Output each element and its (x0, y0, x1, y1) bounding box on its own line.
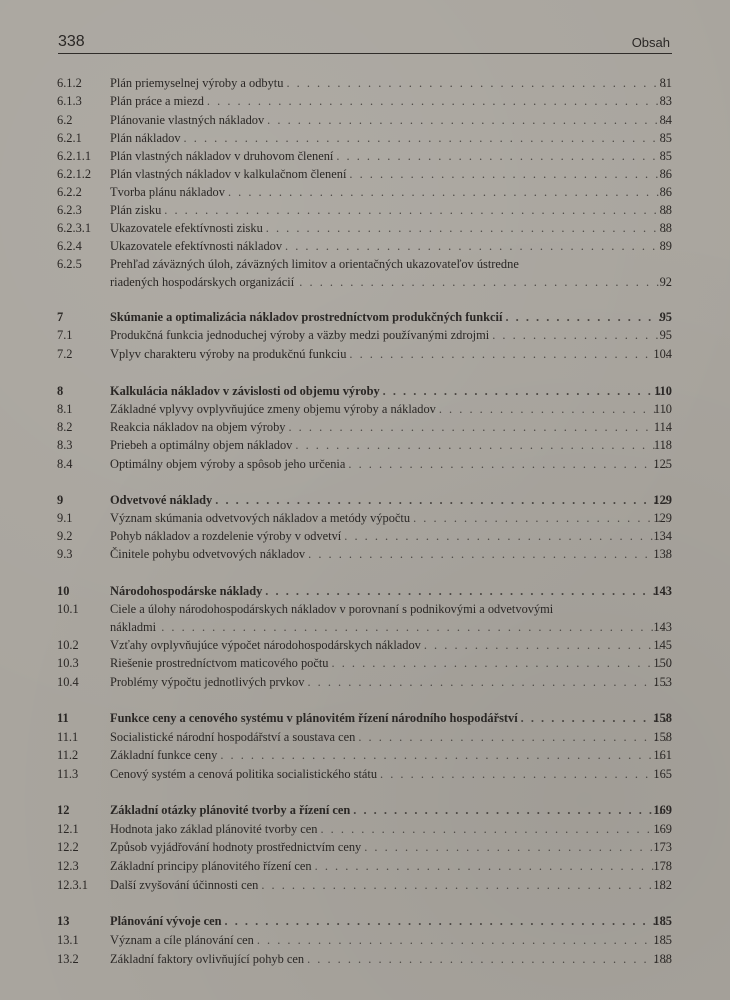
entry-number: 12.3 (57, 859, 79, 873)
entry-title-text: Další zvyšování účinnosti cen (110, 878, 259, 892)
entry-title-text: Činitele pohybu odvetvových nákladov (110, 547, 306, 561)
entry-page-number: 188 (653, 952, 672, 966)
toc-chapter-entry (0, 382, 730, 400)
entry-number: 6.2.5 (57, 257, 82, 271)
entry-page-number: 95 (659, 328, 672, 342)
entry-number: 9.3 (57, 547, 73, 561)
entry-title (110, 582, 670, 600)
entry-number: 10 (57, 584, 70, 598)
entry-title-line1: Ciele a úlohy národohospodárskych nákladov v porovnaní s podnikovými a odvetvovými (110, 602, 554, 616)
entry-title (110, 654, 670, 672)
entry-number: 6.2.3.1 (57, 221, 92, 235)
entry-number: 8.2 (57, 420, 73, 434)
entry-title (110, 746, 670, 764)
entry-page-number: 114 (653, 420, 672, 434)
toc-entry (0, 746, 730, 764)
entry-title (110, 491, 670, 509)
entry-title (110, 418, 670, 436)
toc-entry (0, 765, 730, 783)
entry-number: 6.2.4 (57, 239, 82, 253)
toc-entry (0, 255, 730, 289)
entry-title-text: Základní funkce ceny (110, 748, 218, 762)
entry-page-number: 125 (653, 457, 672, 471)
entry-page-number: 104 (653, 347, 672, 361)
entry-title-text: Priebeh a optimálny objem nákladov (110, 438, 293, 452)
entry-title (110, 912, 670, 930)
toc-chapter-entry (0, 709, 730, 727)
entry-title-text: Plán práce a miezd (110, 94, 204, 108)
entry-title-text: Riešenie prostredníctvom maticového počtu (110, 656, 329, 670)
entry-page-number: 85 (659, 149, 672, 163)
entry-title-text: Kalkulácia nákladov v závislosti od objemu výroby (110, 384, 380, 398)
entry-page-number: 165 (653, 767, 672, 781)
entry-number: 6.2.1.2 (57, 167, 92, 181)
toc-entry (0, 509, 730, 527)
entry-page-number: 86 (659, 167, 672, 181)
entry-title-text: Socialistické národní hospodářství a soustava cen (110, 730, 356, 744)
toc-entry (0, 74, 730, 92)
entry-page-number: 110 (654, 384, 672, 398)
running-title: Obsah (631, 35, 670, 50)
entry-page-number: 143 (653, 584, 672, 598)
entry-page-number: 86 (659, 185, 672, 199)
entry-title-text: Způsob vyjádřování hodnoty prostřednictvím ceny (110, 840, 362, 854)
entry-number: 7.1 (57, 328, 73, 342)
entry-page-number: 118 (653, 438, 672, 452)
entry-title-text: Ukazovatele efektívnosti zisku (110, 221, 263, 235)
entry-title (110, 820, 670, 838)
entry-page-number: 150 (653, 656, 672, 670)
toc-chapter-entry (0, 801, 730, 819)
entry-title (110, 600, 670, 636)
entry-title-text: Plán nákladov (110, 131, 181, 145)
toc-entry (0, 436, 730, 454)
entry-number: 10.2 (57, 638, 79, 652)
entry-title (110, 728, 670, 746)
entry-title-line2: nákladmi . . . (110, 618, 670, 636)
entry-title (110, 709, 670, 727)
entry-page-number: 182 (653, 878, 672, 892)
toc-entry (0, 455, 730, 473)
entry-title-text: Základní faktory ovlivňující pohyb cen (110, 952, 305, 966)
entry-title-text: Plán vlastných nákladov v druhovom členení (110, 149, 334, 163)
toc-entry (0, 129, 730, 147)
entry-title (110, 165, 670, 183)
toc-entry (0, 527, 730, 545)
entry-title-line1: Prehľad záväzných úloh, záväzných limitov a orientačných ukazovateľov ústredne (110, 257, 519, 271)
entry-title-text: Plánování vývoje cen (110, 914, 222, 928)
entry-page-number: 169 (653, 822, 672, 836)
entry-number: 10.1 (57, 602, 79, 616)
entry-page-number: 129 (653, 511, 672, 525)
entry-page-number: 83 (659, 94, 672, 108)
entry-number: 11.2 (57, 748, 79, 762)
toc-entry (0, 654, 730, 672)
entry-title-text: Pohyb nákladov a rozdelenie výroby v odvetví (110, 529, 342, 543)
entry-page-number: 134 (653, 529, 672, 543)
entry-title-text: Problémy výpočtu jednotlivých prvkov (110, 675, 305, 689)
entry-title (110, 950, 670, 968)
toc-entry (0, 165, 730, 183)
entry-page-number: 143 (653, 620, 672, 634)
entry-title-text: Ukazovatele efektívnosti nákladov (110, 239, 283, 253)
entry-title-text: Hodnota jako základ plánovité tvorby cen (110, 822, 318, 836)
entry-page-number: 81 (659, 76, 672, 90)
entry-page-number: 178 (653, 859, 672, 873)
entry-title (110, 436, 670, 454)
entry-title (110, 74, 670, 92)
toc-entry (0, 111, 730, 129)
entry-title-text: Základní principy plánovitého řízení cen (110, 859, 312, 873)
toc-entry (0, 545, 730, 563)
entry-page-number: 158 (653, 711, 672, 725)
entry-title (110, 92, 670, 110)
entry-number: 6.1.3 (57, 94, 82, 108)
entry-number: 12 (57, 803, 70, 817)
entry-number: 6.2.1 (57, 131, 82, 145)
toc-entry (0, 147, 730, 165)
entry-page-number: 85 (659, 131, 672, 145)
entry-number: 8.1 (57, 402, 73, 416)
entry-number: 9.2 (57, 529, 73, 543)
entry-title (110, 129, 670, 147)
entry-number: 8.4 (57, 457, 73, 471)
entry-page-number: 89 (659, 239, 672, 253)
entry-number: 9 (57, 493, 64, 507)
entry-title (110, 801, 670, 819)
toc-entry (0, 876, 730, 894)
entry-page-number: 153 (653, 675, 672, 689)
toc-entry (0, 219, 730, 237)
entry-number: 6.2.3 (57, 203, 82, 217)
entry-number: 11 (57, 711, 69, 725)
entry-title-text: Optimálny objem výroby a spôsob jeho určenia (110, 457, 346, 471)
entry-title (110, 931, 670, 949)
entry-title (110, 326, 670, 344)
entry-title-text: Plán zisku (110, 203, 162, 217)
entry-title (110, 345, 670, 363)
entry-title-text: Produkčná funkcia jednoduchej výroby a väzby medzi používanými zdrojmi (110, 328, 490, 342)
toc-entry (0, 857, 730, 875)
entry-title (110, 400, 670, 418)
entry-title-text: Národohospodárske náklady (110, 584, 263, 598)
entry-page-number: 158 (653, 730, 672, 744)
entry-title (110, 147, 670, 165)
entry-title (110, 382, 670, 400)
entry-number: 8.3 (57, 438, 73, 452)
entry-number: 7.2 (57, 347, 73, 361)
entry-title (110, 219, 670, 237)
entry-title-text: Základní otázky plánovité tvorby a řízení cen (110, 803, 351, 817)
toc-entry (0, 931, 730, 949)
toc-chapter-entry (0, 912, 730, 930)
entry-number: 8 (57, 384, 64, 398)
toc-chapter-entry (0, 308, 730, 326)
entry-page-number: 84 (659, 113, 672, 127)
entry-number: 6.2.1.1 (57, 149, 92, 163)
entry-page-number: 92 (659, 275, 672, 289)
entry-number: 12.1 (57, 822, 79, 836)
entry-number: 13 (57, 914, 70, 928)
entry-number: 10.4 (57, 675, 79, 689)
entry-page-number: 185 (653, 933, 672, 947)
toc-chapter-entry (0, 491, 730, 509)
toc-entry (0, 326, 730, 344)
toc-entry (0, 838, 730, 856)
entry-page-number: 88 (659, 221, 672, 235)
toc-entry (0, 183, 730, 201)
entry-number: 9.1 (57, 511, 73, 525)
entry-number: 13.2 (57, 952, 79, 966)
entry-number: 13.1 (57, 933, 79, 947)
entry-number: 6.2 (57, 113, 73, 127)
toc-chapter-entry (0, 582, 730, 600)
entry-title (110, 527, 670, 545)
entry-number: 6.1.2 (57, 76, 82, 90)
toc-entry (0, 820, 730, 838)
entry-title (110, 255, 670, 291)
entry-title-text: Základné vplyvy ovplyvňujúce zmeny objemu výroby a nákladov (110, 402, 436, 416)
page-header (58, 33, 672, 54)
toc-entry (0, 636, 730, 654)
toc-entry (0, 345, 730, 363)
entry-page-number: 88 (659, 203, 672, 217)
toc-entry (0, 673, 730, 691)
toc-entry (0, 201, 730, 219)
entry-title (110, 183, 670, 201)
entry-number: 11.3 (57, 767, 79, 781)
entry-title-text: Význam skúmania odvetvových nákladov a metódy výpočtu (110, 511, 411, 525)
entry-title-text: Cenový systém a cenová politika socialistického státu (110, 767, 378, 781)
entry-title (110, 765, 670, 783)
entry-page-number: 185 (653, 914, 672, 928)
entry-title-text: Plán priemyselnej výroby a odbytu (110, 76, 284, 90)
entry-page-number: 129 (653, 493, 672, 507)
entry-title-text: Skúmanie a optimalizácia nákladov prostredníctvom produkčných funkcií (110, 310, 503, 324)
entry-page-number: 95 (659, 310, 672, 324)
toc-entry (0, 728, 730, 746)
entry-number: 7 (57, 310, 64, 324)
toc-entry (0, 418, 730, 436)
entry-title-text: Reakcia nákladov na objem výroby (110, 420, 286, 434)
entry-page-number: 145 (653, 638, 672, 652)
entry-title (110, 111, 670, 129)
entry-title-text: Funkce ceny a cenového systému v plánovitém řízení národního hospodářství (110, 711, 518, 725)
toc-entry (0, 400, 730, 418)
entry-title-text: Plán vlastných nákladov v kalkulačnom členení (110, 167, 347, 181)
toc-entry (0, 237, 730, 255)
entry-page-number: 110 (653, 402, 672, 416)
entry-title (110, 308, 670, 326)
entry-page-number: 161 (653, 748, 672, 762)
entry-number: 6.2.2 (57, 185, 82, 199)
entry-title (110, 636, 670, 654)
entry-title (110, 673, 670, 691)
toc-entry (0, 950, 730, 968)
entry-title-text: Plánovanie vlastných nákladov (110, 113, 265, 127)
entry-title-text: Vplyv charakteru výroby na produkčnú funkciu (110, 347, 347, 361)
entry-title-text: Odvetvové náklady (110, 493, 213, 507)
toc-entry (0, 600, 730, 634)
entry-number: 11.1 (57, 730, 79, 744)
entry-page-number: 169 (653, 803, 672, 817)
entry-number: 10.3 (57, 656, 79, 670)
entry-number: 12.3.1 (57, 878, 88, 892)
entry-title (110, 838, 670, 856)
entry-title-text: Vzťahy ovplyvňujúce výpočet národohospodárskych nákladov (110, 638, 421, 652)
toc-entry (0, 92, 730, 110)
entry-title (110, 201, 670, 219)
entry-title (110, 545, 670, 563)
entry-page-number: 173 (653, 840, 672, 854)
entry-title (110, 876, 670, 894)
entry-page-number: 138 (653, 547, 672, 561)
entry-number: 12.2 (57, 840, 79, 854)
entry-title (110, 857, 670, 875)
entry-title-text: Význam a cíle plánování cen (110, 933, 254, 947)
entry-title-line2: riadených hospodárskych organizácií . . . (110, 273, 670, 291)
page-number: 338 (58, 33, 85, 50)
entry-title (110, 455, 670, 473)
entry-title-text: Tvorba plánu nákladov (110, 185, 225, 199)
entry-title (110, 509, 670, 527)
entry-title (110, 237, 670, 255)
